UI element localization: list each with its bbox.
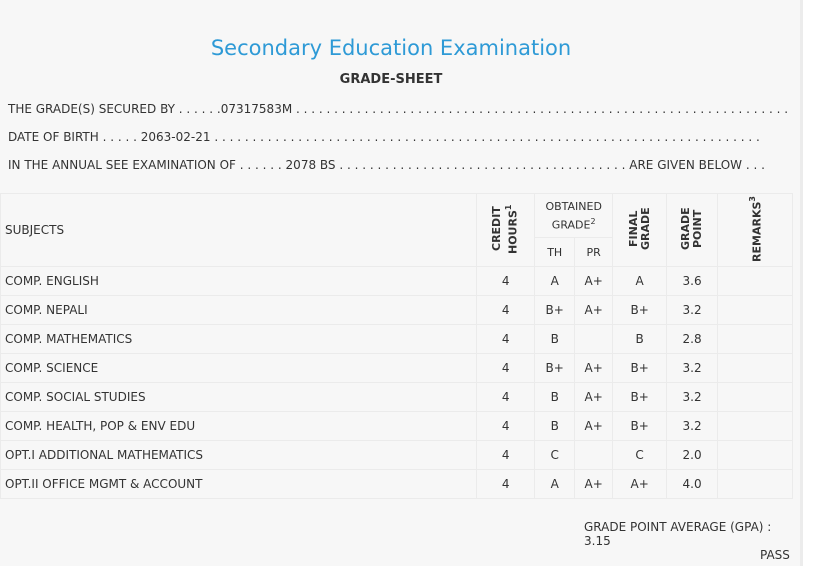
exam-year-value: 2078 BS bbox=[285, 158, 336, 172]
th-header: TH bbox=[535, 238, 575, 267]
subject-cell: OPT.II OFFICE MGMT & ACCOUNT bbox=[1, 470, 477, 499]
final-grade-cell: B+ bbox=[613, 383, 667, 412]
pr-grade-cell bbox=[575, 441, 613, 470]
pr-grade-cell bbox=[575, 325, 613, 354]
result-status: PASS bbox=[760, 548, 790, 562]
gpa-value: 3.15 bbox=[584, 534, 611, 548]
credit-cell: 4 bbox=[477, 354, 535, 383]
pr-grade-cell: A+ bbox=[575, 383, 613, 412]
subject-cell: COMP. ENGLISH bbox=[1, 267, 477, 296]
student-id-line bbox=[8, 102, 788, 116]
table-row bbox=[1, 470, 793, 499]
pr-grade-cell: A+ bbox=[575, 470, 613, 499]
grade-point-cell: 3.2 bbox=[667, 296, 718, 325]
pr-grade-cell: A+ bbox=[575, 296, 613, 325]
remarks-header bbox=[718, 194, 793, 267]
grade-point-cell: 3.2 bbox=[667, 412, 718, 441]
pr-grade-cell: A+ bbox=[575, 412, 613, 441]
remarks-cell bbox=[718, 354, 793, 383]
final-grade-cell: C bbox=[613, 441, 667, 470]
th-grade-cell: A bbox=[535, 267, 575, 296]
credit-cell: 4 bbox=[477, 267, 535, 296]
gpa-line bbox=[584, 520, 800, 548]
final-grade-cell: A+ bbox=[613, 470, 667, 499]
student-id-value: 07317583M bbox=[220, 102, 293, 116]
exam-line bbox=[8, 158, 765, 172]
exam-prefix: IN THE ANNUAL SEE EXAMINATION OF . . . . . . bbox=[8, 158, 282, 172]
grade-point-cell: 3.6 bbox=[667, 267, 718, 296]
obtained-grade-sup: 2 bbox=[590, 216, 596, 226]
final-grade-cell: A bbox=[613, 267, 667, 296]
table-row bbox=[1, 383, 793, 412]
grade-point-cell: 3.2 bbox=[667, 383, 718, 412]
student-id-dots: . . . . . . . . . . . . . . . . . . . . . . . . . . . . . . . . . . . . . . . . . . . . . . . . . . . . . . . . . . . . . . . . . bbox=[292, 102, 789, 116]
table-row bbox=[1, 296, 793, 325]
page-title: Secondary Education Examination bbox=[210, 36, 572, 60]
grade-point-header bbox=[667, 194, 718, 267]
remarks-sup: 3 bbox=[747, 195, 757, 202]
obtained-grade-label: OBTAINED GRADE bbox=[545, 199, 602, 232]
table-row bbox=[1, 354, 793, 383]
grade-point-cell: 2.0 bbox=[667, 441, 718, 470]
credit-cell: 4 bbox=[477, 470, 535, 499]
table-header-row bbox=[1, 194, 793, 238]
grades-table bbox=[0, 193, 793, 499]
remarks-cell bbox=[718, 470, 793, 499]
remarks-cell bbox=[718, 412, 793, 441]
subject-cell: COMP. SOCIAL STUDIES bbox=[1, 383, 477, 412]
grade-point-cell: 4.0 bbox=[667, 470, 718, 499]
remarks-cell bbox=[718, 267, 793, 296]
table-row bbox=[1, 325, 793, 354]
final-grade-cell: B+ bbox=[613, 354, 667, 383]
grade-point-label: GRADE POINT bbox=[679, 207, 705, 250]
grade-point-cell: 3.2 bbox=[667, 354, 718, 383]
credit-cell: 4 bbox=[477, 441, 535, 470]
final-grade-label: FINAL GRADE bbox=[626, 207, 652, 250]
credit-cell: 4 bbox=[477, 296, 535, 325]
subject-cell: COMP. HEALTH, POP & ENV EDU bbox=[1, 412, 477, 441]
final-grade-cell: B+ bbox=[613, 296, 667, 325]
table-row bbox=[1, 412, 793, 441]
subject-cell: COMP. NEPALI bbox=[1, 296, 477, 325]
remarks-cell bbox=[718, 296, 793, 325]
subject-cell: COMP. SCIENCE bbox=[1, 354, 477, 383]
th-grade-cell: B+ bbox=[535, 296, 575, 325]
subjects-header: SUBJECTS bbox=[1, 194, 477, 267]
credit-cell: 4 bbox=[477, 325, 535, 354]
subject-cell: COMP. MATHEMATICS bbox=[1, 325, 477, 354]
remarks-label: REMARKS bbox=[750, 201, 764, 262]
th-grade-cell: C bbox=[535, 441, 575, 470]
gpa-label: GRADE POINT AVERAGE (GPA) : bbox=[584, 520, 772, 534]
pr-header: PR bbox=[575, 238, 613, 267]
dob-line bbox=[8, 130, 760, 144]
final-grade-cell: B bbox=[613, 325, 667, 354]
credit-cell: 4 bbox=[477, 383, 535, 412]
credit-hours-label: CREDIT HOURS bbox=[490, 206, 521, 254]
table-row bbox=[1, 441, 793, 470]
dob-prefix: DATE OF BIRTH . . . . . bbox=[8, 130, 137, 144]
page-subtitle: GRADE-SHEET bbox=[339, 72, 443, 87]
dob-dots: . . . . . . . . . . . . . . . . . . . . . . . . . . . . . . . . . . . . . . . . . . . . . . . . . . . . . . . . . . . . . . . . . . . . . . . . bbox=[210, 130, 760, 144]
pr-grade-cell: A+ bbox=[575, 354, 613, 383]
subject-cell: OPT.I ADDITIONAL MATHEMATICS bbox=[1, 441, 477, 470]
exam-dots: . . . . . . . . . . . . . . . . . . . . . . . . . . . . . . . . . . . . . . ARE GIVEN BELOW . . . bbox=[335, 158, 765, 172]
dob-value: 2063-02-21 bbox=[140, 130, 211, 144]
remarks-cell bbox=[718, 325, 793, 354]
remarks-cell bbox=[718, 441, 793, 470]
credit-cell: 4 bbox=[477, 412, 535, 441]
grade-point-cell: 2.8 bbox=[667, 325, 718, 354]
obtained-grade-header bbox=[535, 194, 613, 238]
final-grade-cell: B+ bbox=[613, 412, 667, 441]
remarks-cell bbox=[718, 383, 793, 412]
credit-hours-header bbox=[477, 194, 535, 267]
th-grade-cell: B+ bbox=[535, 354, 575, 383]
final-grade-header bbox=[613, 194, 667, 267]
th-grade-cell: B bbox=[535, 412, 575, 441]
credit-hours-sup: 1 bbox=[504, 203, 514, 210]
pr-grade-cell: A+ bbox=[575, 267, 613, 296]
th-grade-cell: A bbox=[535, 470, 575, 499]
th-grade-cell: B bbox=[535, 325, 575, 354]
page-edge bbox=[800, 0, 803, 566]
table-row bbox=[1, 267, 793, 296]
th-grade-cell: B bbox=[535, 383, 575, 412]
student-id-prefix: THE GRADE(S) SECURED BY . . . . . . bbox=[8, 102, 221, 116]
